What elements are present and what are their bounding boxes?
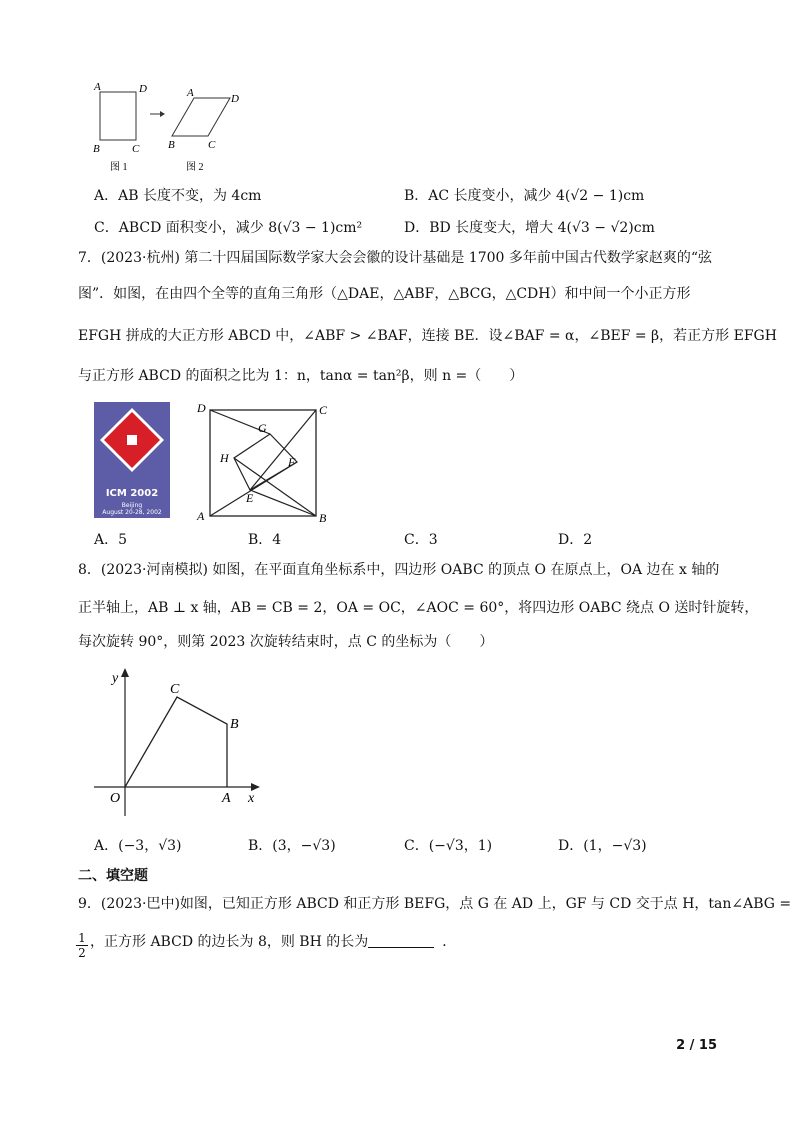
svg-text:O: O: [110, 791, 121, 806]
zhao-shuang-diagram: [194, 398, 334, 524]
q6-option-c[interactable]: C．ABCD 面积变小，减少 8(√3 − 1)cm²: [94, 220, 363, 236]
q6-option-a[interactable]: A．AB 长度不变，为 4cm: [94, 188, 262, 204]
q6-option-b[interactable]: B．AC 长度变小，减少 4(√2 − 1)cm: [404, 188, 645, 204]
q7-option-a[interactable]: A．5: [94, 532, 128, 548]
q7-text-line1: 7．(2023·杭州) 第二十四届国际数学家大会会徽的设计基础是 1700 多年前中国古代数学家赵爽的“弦: [78, 250, 713, 266]
q8-text-line2: 正半轴上，AB ⊥ x 轴，AB = CB = 2，OA = OC，∠AOC = 60°，将四边形 OABC 绕点 O 送时针旋转，: [78, 600, 759, 616]
q9-fraction: [76, 932, 88, 959]
fig2-label-b: B: [168, 139, 175, 151]
fig1-label-b: B: [93, 143, 100, 155]
svg-text:A: A: [197, 509, 205, 523]
q7-text-line2: 图”．如图，在由四个全等的直角三角形（△DAE，△ABF，△BCG，△CDH）和中间一个小正方形: [78, 286, 691, 302]
svg-text:C: C: [170, 682, 180, 697]
fig1-label-d: D: [139, 83, 147, 95]
q7-option-c[interactable]: C．3: [404, 532, 438, 548]
q9-text-line2-wrap: [90, 932, 456, 952]
rectangle-parallelogram-figure: [88, 78, 248, 178]
fig2-label-a: A: [187, 87, 194, 99]
fig1-label-a: A: [94, 81, 101, 93]
q9-text-line2: ，正方形 ABCD 的边长为 8，则 BH 的长为: [90, 934, 369, 950]
q7-text-line3: EFGH 拼成的大正方形 ABCD 中，∠ABF > ∠BAF，连接 BE．设∠BAF = α，∠BEF = β，若正方形 EFGH: [78, 328, 777, 344]
svg-text:B: B: [319, 511, 327, 524]
svg-text:x: x: [248, 791, 255, 806]
fig1-label-c: C: [132, 143, 140, 155]
q8-option-c[interactable]: C．(−√3，1): [404, 838, 493, 854]
logo-city: Beijing: [121, 502, 143, 509]
q9-fraction-denominator: 2: [78, 946, 86, 960]
pinwheel-logo-icon: [94, 402, 170, 518]
svg-text:C: C: [319, 403, 328, 417]
svg-text:y: y: [112, 671, 119, 686]
svg-text:E: E: [246, 491, 254, 505]
q9-text-line1: 9．(2023·巴中)如图，已知正方形 ABCD 和正方形 BEFG，点 G 在 AD 上，GF 与 CD 交于点 H，tan∠ABG =: [78, 896, 792, 912]
page-number: 2 / 15: [676, 1038, 717, 1053]
q7-option-d[interactable]: D．2: [558, 532, 593, 548]
svg-text:H: H: [220, 451, 229, 465]
arrow-right-icon: [160, 111, 165, 117]
q9-answer-blank[interactable]: [368, 933, 434, 948]
svg-text:A: A: [222, 791, 231, 806]
q8-option-a[interactable]: A．(−3，√3): [94, 838, 182, 854]
icm-2002-logo: [94, 402, 170, 518]
q9-fraction-numerator: 1: [78, 931, 86, 945]
q8-text-line1: 8．(2023·河南模拟) 如图，在平面直角坐标系中，四边形 OABC 的顶点 O 在原点上，OA 边在 x 轴的: [78, 562, 720, 578]
fig1-caption: 图 1: [110, 162, 128, 173]
q7-text-line4: 与正方形 ABCD 的面积之比为 1：n，tanα = tan²β，则 n =（ ）: [78, 368, 524, 384]
q8-text-line3: 每次旋转 90°，则第 2023 次旋转结束时，点 C 的坐标为（ ）: [78, 634, 494, 650]
svg-text:G: G: [258, 421, 267, 435]
svg-text:F: F: [288, 455, 296, 469]
fig2-caption: 图 2: [186, 162, 204, 173]
q6-option-d[interactable]: D．BD 长度变大，增大 4(√3 − √2)cm: [404, 220, 655, 236]
svg-text:B: B: [230, 717, 239, 732]
fig2-label-c: C: [208, 139, 216, 151]
coordinate-quadrilateral-figure: [94, 666, 270, 816]
q7-option-b[interactable]: B．4: [248, 532, 282, 548]
svg-text:D: D: [197, 401, 206, 415]
fig2-label-d: D: [231, 93, 239, 105]
logo-title: ICM 2002: [105, 488, 159, 499]
q8-option-b[interactable]: B．(3，−√3): [248, 838, 336, 854]
logo-date: August 20-28, 2002: [102, 509, 162, 516]
q8-option-d[interactable]: D．(1，−√3): [558, 838, 647, 854]
section-title-fill-in: 二、填空题: [78, 868, 148, 884]
q9-line-end: ．: [442, 934, 457, 950]
